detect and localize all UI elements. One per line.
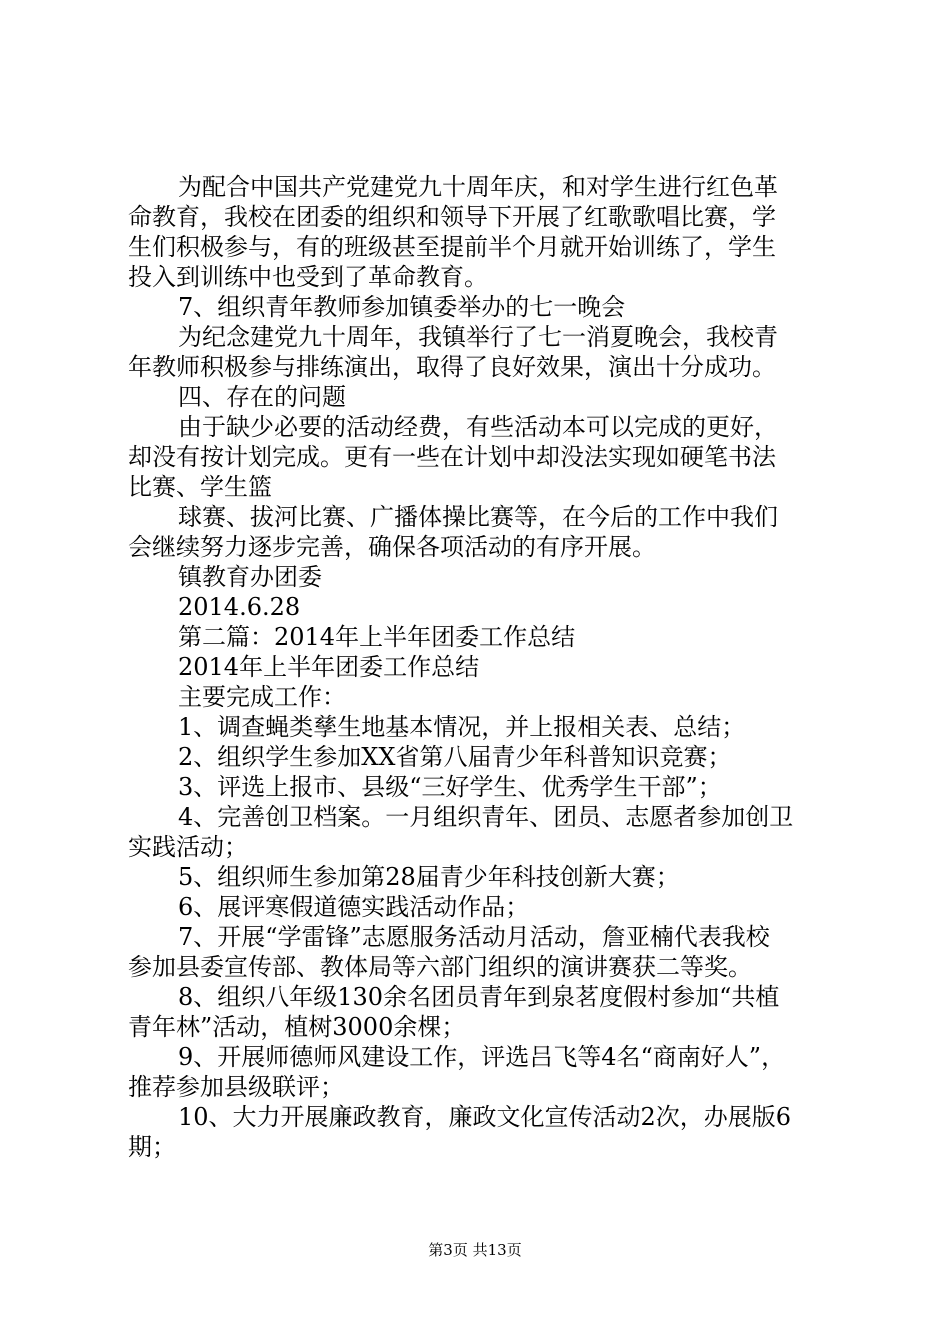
text-line: 四、存在的问题	[178, 383, 346, 411]
text-line: 参加县委宣传部、教体局等六部门组织的演讲赛获二等奖。	[128, 953, 752, 981]
text-line: 3、评选上报市、县级“三好学生、优秀学生干部”；	[178, 773, 722, 801]
text-line: 第二篇：2014年上半年团委工作总结	[178, 623, 576, 651]
text-line: 生们积极参与，有的班级甚至提前半个月就开始训练了，学生	[128, 233, 776, 261]
text-line: 命教育，我校在团委的组织和领导下开展了红歌歌唱比赛，学	[128, 203, 776, 231]
text-line: 会继续努力逐步完善，确保各项活动的有序开展。	[128, 533, 656, 561]
text-line: 比赛、学生篮	[128, 473, 272, 501]
text-line: 实践活动；	[128, 833, 248, 861]
text-line: 10、大力开展廉政教育，廉政文化宣传活动2次，办展版6	[178, 1103, 792, 1131]
text-line: 1、调查蝇类孳生地基本情况，并上报相关表、总结；	[178, 713, 746, 741]
text-line: 7、开展“学雷锋”志愿服务活动月活动，詹亚楠代表我校	[178, 923, 770, 951]
text-line: 2、组织学生参加XX省第八届青少年科普知识竞赛；	[178, 743, 732, 771]
text-line: 9、开展师德师风建设工作，评选吕飞等4名“商南好人”，	[178, 1043, 786, 1071]
text-line: 2014年上半年团委工作总结	[178, 653, 480, 681]
text-line: 为纪念建党九十周年，我镇举行了七一消夏晚会，我校青	[178, 323, 778, 351]
text-line: 却没有按计划完成。更有一些在计划中却没法实现如硬笔书法	[128, 443, 776, 471]
text-line: 为配合中国共产党建党九十周年庆，和对学生进行红色革	[178, 173, 778, 201]
text-line: 青年林”活动，植树3000余棵；	[128, 1013, 466, 1041]
text-line: 主要完成工作：	[178, 683, 346, 711]
page-footer: 第3页 共13页	[428, 1241, 522, 1259]
text-line: 8、组织八年级130余名团员青年到泉茗度假村参加“共植	[178, 983, 780, 1011]
text-line: 4、完善创卫档案。一月组织青年、团员、志愿者参加创卫	[178, 803, 794, 831]
text-line: 投入到训练中也受到了革命教育。	[128, 263, 488, 291]
text-line: 镇教育办团委	[178, 563, 322, 591]
text-line: 由于缺少必要的活动经费，有些活动本可以完成的更好，	[178, 413, 778, 441]
text-line: 7、组织青年教师参加镇委举办的七一晚会	[178, 293, 626, 321]
text-line: 推荐参加县级联评；	[128, 1073, 344, 1101]
text-line: 期；	[128, 1133, 176, 1161]
document-body	[128, 172, 828, 1162]
text-line: 年教师积极参与排练演出，取得了良好效果，演出十分成功。	[128, 353, 776, 381]
text-line: 5、组织师生参加第28届青少年科技创新大赛；	[178, 863, 680, 891]
text-line: 2014.6.28	[178, 593, 301, 621]
text-line: 球赛、拔河比赛、广播体操比赛等，在今后的工作中我们	[178, 503, 778, 531]
text-line: 6、展评寒假道德实践活动作品；	[178, 893, 530, 921]
